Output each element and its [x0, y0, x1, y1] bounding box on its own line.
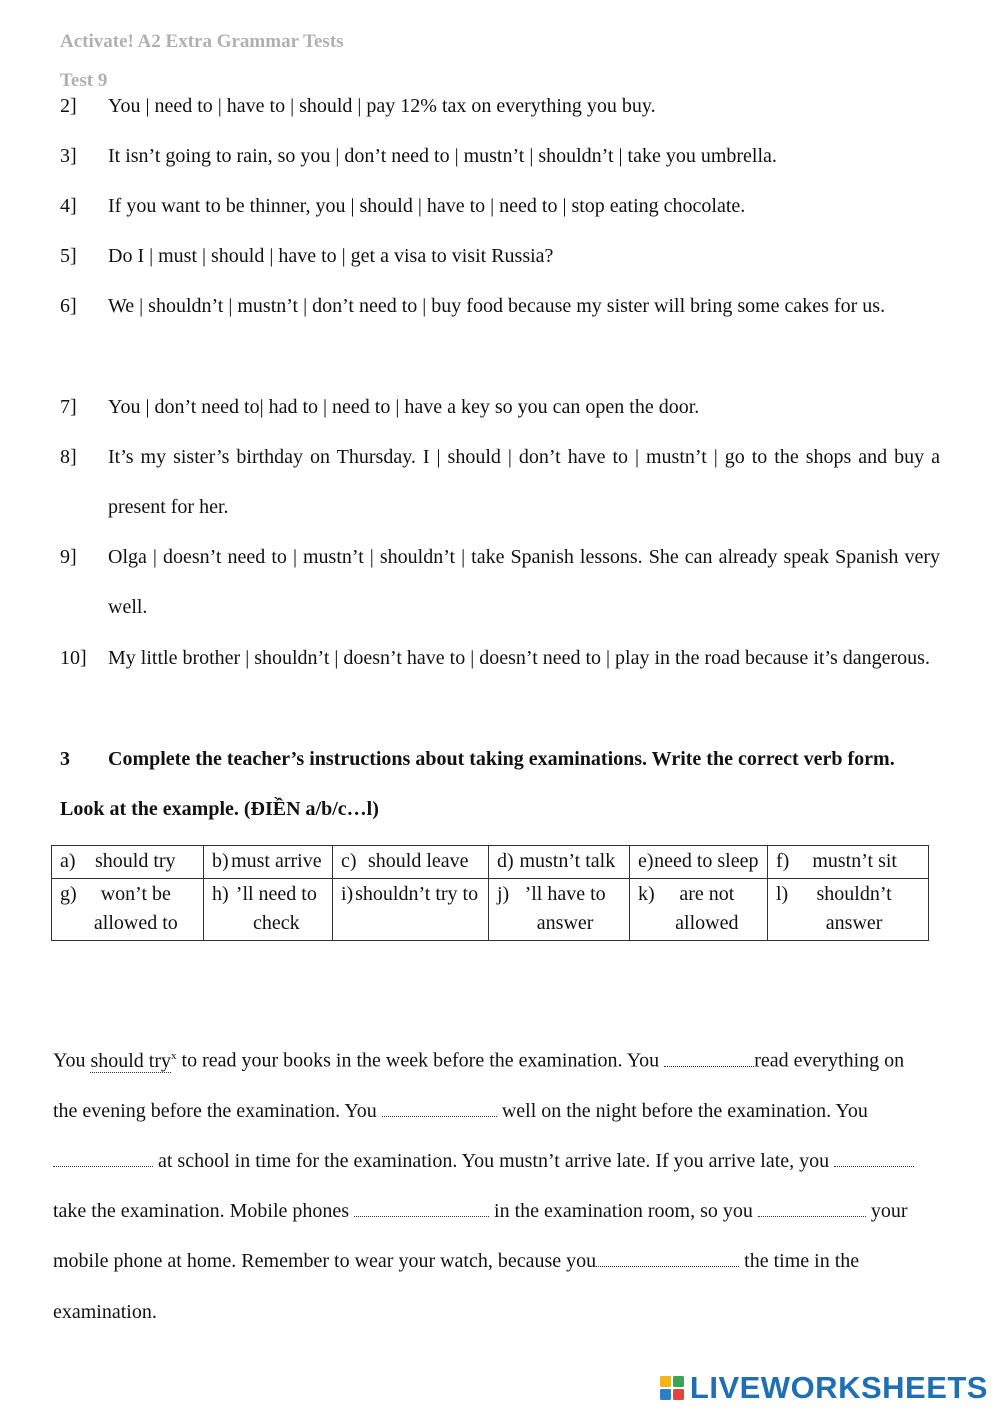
options-row: [52, 879, 929, 941]
answer-blank-2[interactable]: [382, 1096, 497, 1117]
passage-text: You: [53, 1049, 91, 1072]
section-instruction: Complete the teacher’s instructions about taking examinations. Write the correct verb form. Look at the example. (ĐIỀN a/b/c…l): [60, 748, 895, 820]
answer-blank-4[interactable]: [834, 1146, 914, 1167]
section-number: 3: [60, 748, 70, 770]
question-text: Olga | doesn’t need to | mustn’t | shouldn’t | take Spanish lessons. She can already speak Spanish very well.: [108, 546, 940, 618]
option-cell: [489, 879, 630, 941]
options-row: [52, 846, 929, 879]
option-letter: h): [212, 883, 229, 905]
answer-blank-3[interactable]: [53, 1146, 153, 1167]
passage-text: at school in time for the examination. You mustn’t arrive late. If you arrive late, you: [153, 1150, 835, 1173]
option-text: should try: [94, 850, 176, 872]
option-text: won’t be allowed to: [93, 883, 178, 934]
question-number: 4]: [60, 195, 77, 217]
question-text: It isn’t going to rain, so you | don’t need to | mustn’t | shouldn’t | take you umbrella.: [108, 145, 777, 167]
example-answer: should try: [90, 1049, 172, 1072]
option-text: mustn’t sit: [812, 850, 897, 872]
passage-text: take the examination. Mobile phones: [53, 1200, 355, 1223]
passage: [53, 1031, 933, 1337]
question-text: You | don’t need to| had to | need to | have a key so you can open the door.: [108, 396, 700, 418]
question-number: 6]: [60, 295, 77, 317]
option-letter: a): [60, 850, 76, 872]
question-item: [60, 281, 940, 331]
question-item: [60, 231, 940, 281]
question-number: 7]: [60, 396, 77, 418]
passage-text: your mobile phone at home. Remember to wear your watch, because you: [53, 1200, 908, 1273]
question-item: [60, 633, 940, 683]
question-number: 10]: [60, 647, 87, 669]
option-letter: b): [212, 850, 229, 872]
question-item: [60, 532, 940, 632]
option-cell: [630, 879, 768, 941]
liveworksheets-logo-icon: [660, 1374, 686, 1402]
answer-blank-6[interactable]: [758, 1196, 866, 1217]
option-cell: [52, 846, 204, 879]
question-item: [60, 131, 940, 181]
question-text: We | shouldn’t | mustn’t | don’t need to | buy food because my sister will bring some cakes for us.: [108, 295, 886, 317]
example-mark: x: [171, 1050, 177, 1062]
option-letter: e): [638, 850, 654, 872]
option-letter: i): [341, 883, 354, 905]
option-text: should leave: [368, 850, 469, 872]
header-test-number: Test 9: [60, 70, 108, 91]
answer-blank-1[interactable]: [664, 1046, 754, 1067]
answer-blank-5[interactable]: [354, 1196, 489, 1217]
question-number: 8]: [60, 446, 77, 468]
option-cell: [333, 879, 489, 941]
liveworksheets-logo: [660, 1370, 988, 1406]
option-letter: k): [638, 883, 655, 905]
option-cell: [204, 879, 333, 941]
option-cell: [204, 846, 333, 879]
passage-text: the time in the examination.: [53, 1250, 860, 1323]
passage-text: read everything on the evening before the examination. You: [53, 1049, 905, 1122]
option-text: must arrive: [231, 850, 322, 872]
option-letter: f): [776, 850, 790, 872]
header-title: Activate! A2 Extra Grammar Tests: [60, 31, 344, 52]
option-cell: [52, 879, 204, 941]
option-text: shouldn’t answer: [816, 883, 892, 934]
option-text: need to sleep: [654, 850, 759, 872]
option-text: mustn’t talk: [519, 850, 616, 872]
option-text: ’ll need to check: [235, 883, 317, 934]
option-cell: [333, 846, 489, 879]
option-text: shouldn’t try to: [355, 883, 479, 905]
question-number: 3]: [60, 145, 77, 167]
question-text: You | need to | have to | should | pay 12% tax on everything you buy.: [108, 95, 656, 117]
question-item: [60, 81, 940, 131]
question-number: 5]: [60, 245, 77, 267]
question-item: [60, 181, 940, 231]
question-number: 2]: [60, 95, 77, 117]
option-letter: j): [497, 883, 510, 905]
question-number: 9]: [60, 546, 77, 568]
option-cell: [630, 846, 768, 879]
passage-text: well on the night before the examination. You: [496, 1099, 868, 1122]
option-text: ’ll have to answer: [524, 883, 606, 934]
passage-text: to read your books in the week before the examination. You: [176, 1049, 665, 1072]
options-table: [51, 845, 929, 941]
question-text: My little brother | shouldn’t | doesn’t have to | doesn’t need to | play in the road because it’s dangerous.: [108, 647, 930, 669]
option-cell: [768, 846, 929, 879]
option-letter: d): [497, 850, 514, 872]
question-text: If you want to be thinner, you | should | have to | need to | stop eating chocolate.: [108, 195, 746, 217]
option-letter: c): [341, 850, 357, 872]
option-cell: [768, 879, 929, 941]
option-letter: l): [776, 883, 789, 905]
question-text: It’s my sister’s birthday on Thursday. I | should | don’t have to | mustn’t | go to the shops and buy a present for her.: [108, 446, 940, 518]
option-cell: [489, 846, 630, 879]
question-item: [60, 382, 940, 432]
answer-blank-7[interactable]: [596, 1246, 739, 1267]
section-3-instructions: [60, 734, 940, 834]
passage-text: in the examination room, so you: [489, 1200, 758, 1223]
option-text: are not allowed: [675, 883, 739, 934]
question-text: Do I | must | should | have to | get a visa to visit Russia?: [108, 245, 554, 267]
question-item: [60, 432, 940, 532]
liveworksheets-logo-text: LIVEWORKSHEETS: [689, 1370, 988, 1405]
option-letter: g): [60, 883, 77, 905]
